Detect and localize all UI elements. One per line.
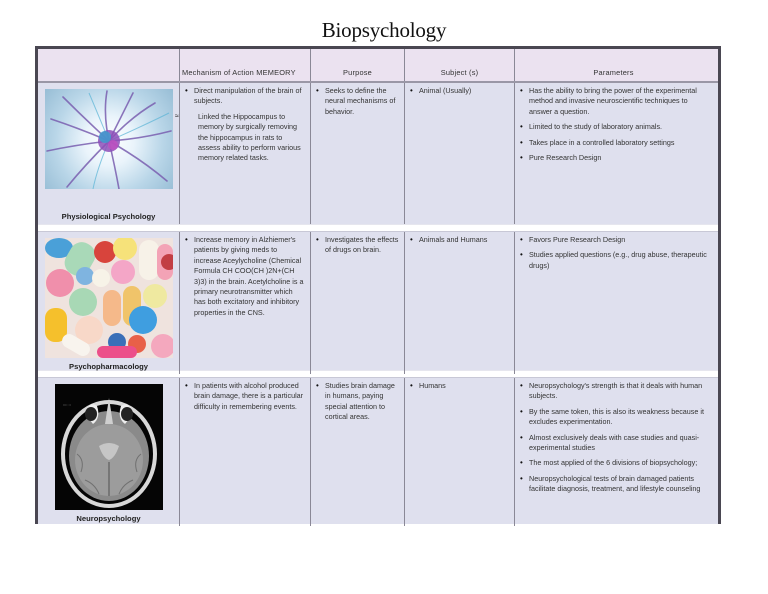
- purpose-cell: [311, 83, 405, 224]
- purpose-cell: [311, 378, 405, 526]
- mechanism-item: • In patients with alcohol produced brain damage, there is a particular difficulty in remembering events.: [184, 381, 306, 412]
- parameters-item: • Neuropsychology's strength is that it deals with human subjects.: [519, 381, 708, 402]
- header-subjects: Subject (s): [405, 49, 515, 81]
- row-label: Psychopharmacology: [69, 362, 148, 371]
- parameters-item: • By the same token, this is also its weakness because it excludes experimentation.: [519, 407, 708, 428]
- parameters-cell: [515, 232, 712, 374]
- biopsychology-table: [35, 46, 721, 524]
- purpose-item: • Seeks to define the neural mechanisms of behavior.: [315, 86, 400, 117]
- parameters-item: • The most applied of the 6 divisions of biopsychology;: [519, 458, 708, 468]
- parameters-item: • Limited to the study of laboratory animals.: [519, 122, 708, 132]
- subjects-cell: [405, 378, 515, 526]
- table-row-physiological: [38, 83, 718, 224]
- row-label: Physiological Psychology: [61, 211, 156, 221]
- mechanism-item: ≈ Linked the Hippocampus to memory by surgically removing the hippocampus in rats to assess ability to perform various memory related tasks.: [184, 112, 306, 164]
- svg-text::::: ::: :::: ::: [62, 402, 71, 407]
- table-header-row: [38, 49, 718, 83]
- table-row-neuropsychology: [38, 378, 718, 524]
- neuron-icon: [45, 89, 173, 189]
- subjects-cell: [405, 232, 515, 374]
- parameters-item: • Neuropsychological tests of brain damaged patients facilitate diagnosis, treatment, and lifestyle counseling: [519, 474, 708, 495]
- table-row-psychopharmacology: [38, 232, 718, 370]
- neuron-image: [45, 89, 173, 189]
- mechanism-cell: [180, 232, 311, 374]
- header-parameters: Parameters: [593, 67, 634, 77]
- subjects-item: • Animals and Humans: [409, 235, 510, 245]
- pills-icon: [45, 238, 173, 358]
- purpose-item: • Investigates the effects of drugs on brain.: [315, 235, 400, 256]
- header-mechanism: Mechanism of Action MEMEORY: [180, 49, 311, 81]
- parameters-cell: [515, 378, 712, 526]
- parameters-item: • Studies applied questions (e.g., drug abuse, therapeutic drugs): [519, 250, 708, 271]
- header-purpose: Purpose: [311, 49, 405, 81]
- brain-mri-icon: [55, 384, 163, 510]
- page-title: Biopsychology: [321, 18, 447, 42]
- mechanism-cell: [180, 83, 311, 224]
- mechanism-item: • Direct manipulation of the brain of subjects.: [184, 86, 306, 107]
- row-label-cell: [38, 378, 180, 526]
- purpose-item: • Studies brain damage in humans, paying special attention to cortical areas.: [315, 381, 400, 423]
- purpose-cell: [311, 232, 405, 374]
- parameters-item: • Almost exclusively deals with case studies and quasi-experimental studies: [519, 433, 708, 454]
- row-label-cell: [38, 83, 180, 224]
- subjects-item: • Animal (Usually): [409, 86, 510, 96]
- brain-mri-image: [55, 384, 163, 510]
- mechanism-cell: [180, 378, 311, 526]
- row-label: Neuropsychology: [76, 514, 141, 523]
- row-separator: [38, 224, 718, 232]
- parameters-item: • Takes place in a controlled laboratory settings: [519, 138, 708, 148]
- pills-image: [45, 238, 173, 358]
- parameters-item: • Favors Pure Research Design: [519, 235, 708, 245]
- subjects-cell: [405, 83, 515, 224]
- subjects-item: • Humans: [409, 381, 510, 391]
- row-label-cell: [38, 232, 180, 374]
- mechanism-item: • Increase memory in Alzhiemer's patients by giving meds to increase Aceylycholine (Chemical Formula CH COO(CH )2N+(CH 3)3) in the brain. Acetylcholine is a primary neurotransmitter which has both excitatory and inhibitory properties in the CNS.: [184, 235, 306, 318]
- parameters-item: • Has the ability to bring the power of the experimental method and invasive neuroscientific techniques to answer a question.: [519, 86, 708, 117]
- parameters-cell: [515, 83, 712, 224]
- header-blank: [38, 49, 180, 81]
- parameters-item: • Pure Research Design: [519, 153, 708, 163]
